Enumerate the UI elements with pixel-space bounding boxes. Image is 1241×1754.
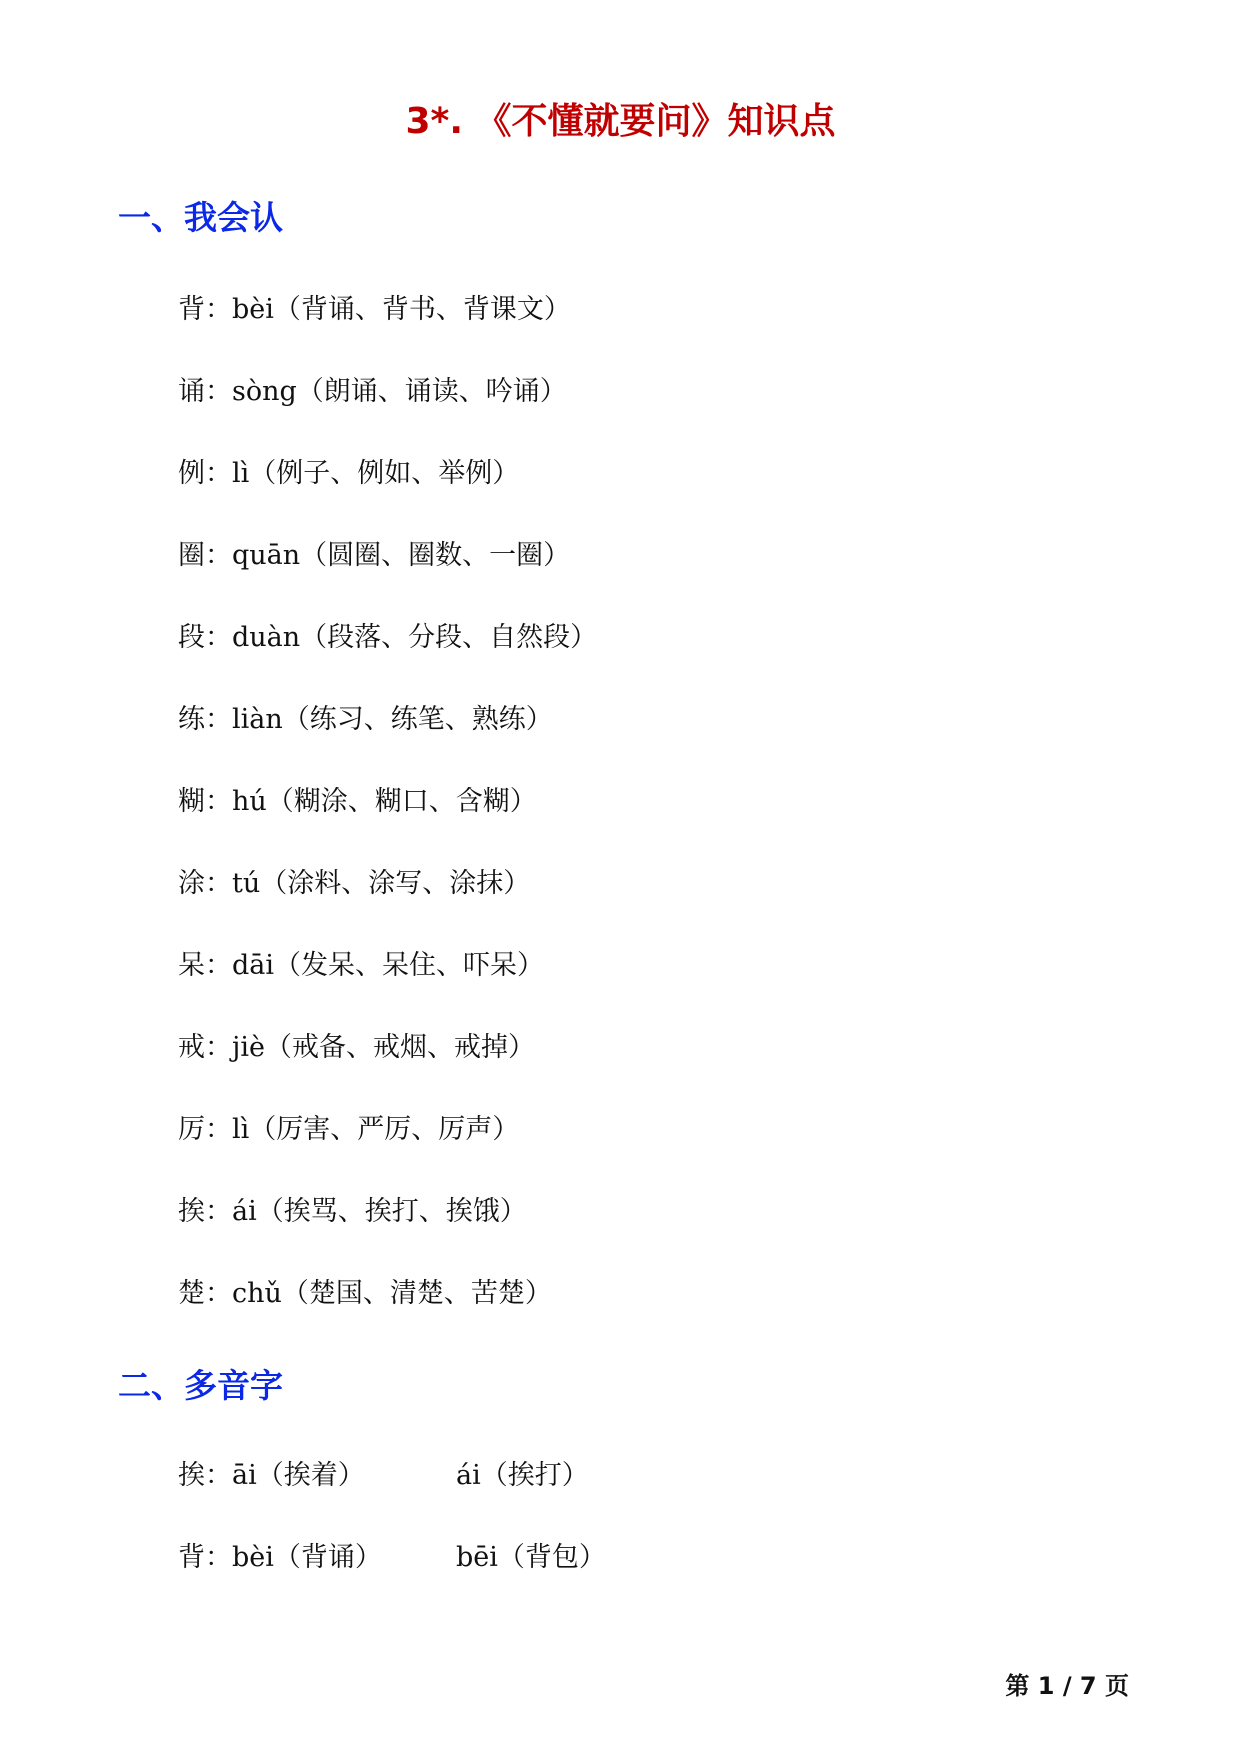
character-entry: 呆：dāi（发呆、呆住、吓呆） — [178, 950, 545, 981]
character-entry: 练：liàn（练习、练笔、熟练） — [178, 704, 553, 735]
polyphonic-character-list — [178, 1452, 606, 1616]
character-entry: 涂：tú（涂料、涂写、涂抹） — [178, 868, 531, 899]
polyphonic-entry — [178, 1534, 606, 1616]
polyphonic-reading-second: bēi（背包） — [456, 1542, 606, 1573]
character-entry: 段：duàn（段落、分段、自然段） — [178, 622, 598, 653]
document-title: 3*. 《不懂就要问》知识点 — [405, 101, 836, 142]
character-entry: 厉：lì（厉害、严厉、厉声） — [178, 1114, 520, 1145]
character-entry: 诵：sòng（朗诵、诵读、吟诵） — [178, 376, 567, 407]
polyphonic-reading-second: ái（挨打） — [456, 1460, 589, 1491]
polyphonic-reading-first: 背：bèi（背诵） — [178, 1542, 382, 1573]
character-entry: 戒：jiè（戒备、戒烟、戒掉） — [178, 1032, 535, 1063]
polyphonic-entry — [178, 1452, 606, 1534]
character-entry: 例：lì（例子、例如、举例） — [178, 458, 520, 489]
character-entry: 挨：ái（挨骂、挨打、挨饿） — [178, 1196, 527, 1227]
character-entry: 楚：chǔ（楚国、清楚、苦楚） — [178, 1278, 552, 1309]
page-number: 第 1 / 7 页 — [1005, 1672, 1129, 1700]
polyphonic-reading-first: 挨：āi（挨着） — [178, 1460, 365, 1491]
section-heading-polyphonic: 二、多音字 — [118, 1366, 283, 1405]
character-entry: 糊：hú（糊涂、糊口、含糊） — [178, 786, 537, 817]
character-entry: 圈：quān（圆圈、圈数、一圈） — [178, 540, 571, 571]
section-heading-recognize: 一、我会认 — [118, 198, 283, 237]
recognize-character-list — [178, 286, 597, 1352]
character-entry: 背：bèi（背诵、背书、背课文） — [178, 294, 571, 325]
